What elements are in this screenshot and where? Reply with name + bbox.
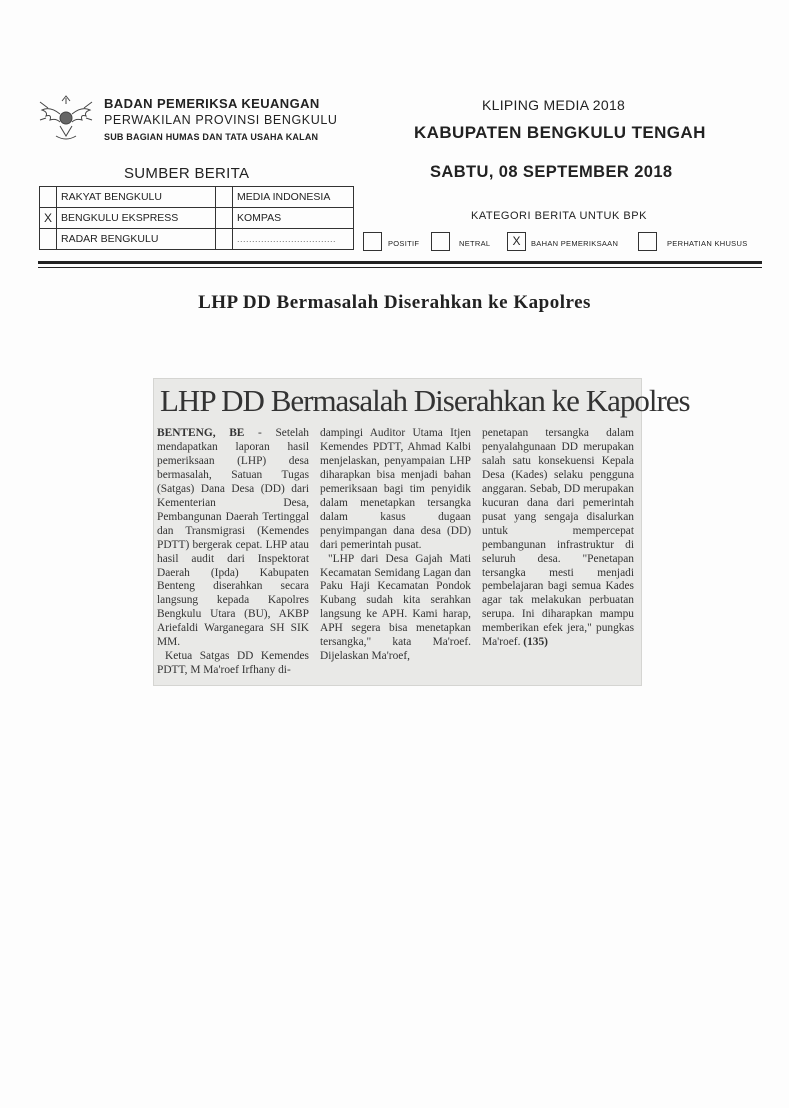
source-title: SUMBER BERITA xyxy=(124,165,250,182)
garuda-emblem-icon xyxy=(38,92,94,144)
source-row xyxy=(40,208,354,229)
date-label: SABTU, 08 SEPTEMBER 2018 xyxy=(430,163,673,181)
source-name: BENGKULU EKSPRESS xyxy=(57,208,216,229)
source-mark xyxy=(216,229,233,250)
kliping-label: KLIPING MEDIA 2018 xyxy=(482,97,626,113)
source-mark xyxy=(40,229,57,250)
category-label-positif: POSITIF xyxy=(388,239,420,248)
header-divider xyxy=(38,261,762,264)
source-mark: X xyxy=(40,208,57,229)
source-row xyxy=(40,187,354,208)
source-row xyxy=(40,229,354,250)
org-division: SUB BAGIAN HUMAS DAN TATA USAHA KALAN xyxy=(104,132,319,142)
header-divider-thin xyxy=(38,267,762,268)
category-label-netral: NETRAL xyxy=(459,239,491,248)
clipping-title: LHP DD Bermasalah Diserahkan ke Kapolres xyxy=(160,383,690,418)
source-mark xyxy=(216,208,233,229)
article-paragraph: penetapan tersangka dalam penyalahgunaan DD merupakan salah satu konsekuensi Kepala Desa (Kades) selaku pengguna anggaran. Sebab, DD merupakan kucuran dana dari pemerintah pusat yang sengaja disalurkan untuk mempercepat pembangunan infrastruktur di seluruh desa. "Penetapan tersangka mesti menjadi pembelajaran bagi semua Kades agar tak melakukan perbuatan serupa. Ini diharapkan mampu memberikan efek jera," pungkas Ma'roef. xyxy=(482,427,634,649)
source-name-blank: ................................. xyxy=(233,229,354,250)
article-paragraph: - Setelah mendapatkan laporan hasil pemeriksaan (LHP) desa bermasalah, Satuan Tugas (Satgas) Dana Desa (DD) dari Kementerian Desa, Pembangunan Daerah Tertinggal dan Transmigrasi (Kemendes PDTT) bergerak cepat. LHP atau hasil audit dari Inspektorat Daerah (Ipda) Kabupaten Benteng diserahkan secara langsung kepada Kapolres Bengkulu Utara (BU), AKBP Ariefaldi Warganegara SH SIK MM. xyxy=(157,427,309,649)
category-checkbox-bahan-pemeriksaan: X xyxy=(507,232,526,251)
article-column-1 xyxy=(157,427,309,678)
category-title: KATEGORI BERITA UNTUK BPK xyxy=(471,210,647,222)
source-name: MEDIA INDONESIA xyxy=(233,187,354,208)
article-column-2 xyxy=(320,427,471,664)
article-paragraph: dampingi Auditor Utama Itjen Kemendes PDTT, Ahmad Kalbi menjelaskan, penyampaian LHP diharapkan bisa menjadi bahan pemeriksaan bagi tim penyidik dalam menetapkan tersangka dalam kasus dugaan penyimpangan dana desa (DD) dari pemerintah pusat. xyxy=(320,427,471,551)
org-name: BADAN PEMERIKSA KEUANGAN xyxy=(104,96,320,111)
source-name: KOMPAS xyxy=(233,208,354,229)
source-mark xyxy=(216,187,233,208)
category-label-perhatian-khusus: PERHATIAN KHUSUS xyxy=(667,239,748,248)
article-column-3 xyxy=(482,427,634,650)
article-paragraph: Ketua Satgas DD Kemendes PDTT, M Ma'roef Irfhany di- xyxy=(157,650,309,677)
category-checkbox-positif xyxy=(363,232,382,251)
source-mark xyxy=(40,187,57,208)
page-headline: LHP DD Bermasalah Diserahkan ke Kapolres xyxy=(198,292,591,313)
org-branch: PERWAKILAN PROVINSI BENGKULU xyxy=(104,113,338,127)
article-dateline: BENTENG, BE xyxy=(157,427,245,439)
category-checkbox-netral xyxy=(431,232,450,251)
article-author-code: (135) xyxy=(523,636,548,649)
kabupaten-label: KABUPATEN BENGKULU TENGAH xyxy=(414,123,706,142)
category-checkbox-perhatian-khusus xyxy=(638,232,657,251)
source-table xyxy=(39,186,354,250)
source-name: RADAR BENGKULU xyxy=(57,229,216,250)
article-paragraph: "LHP dari Desa Gajah Mati Kecamatan Semidang Lagan dan Paku Haji Kecamatan Pondok Kubang sudah kita serahkan langsung ke APH. Kami harap, APH segera bisa menetapkan tersangka," kata Ma'roef. Dijelaskan Ma'roef, xyxy=(320,552,471,663)
source-name: RAKYAT BENGKULU xyxy=(57,187,216,208)
category-label-bahan-pemeriksaan: BAHAN PEMERIKSAAN xyxy=(531,239,619,248)
